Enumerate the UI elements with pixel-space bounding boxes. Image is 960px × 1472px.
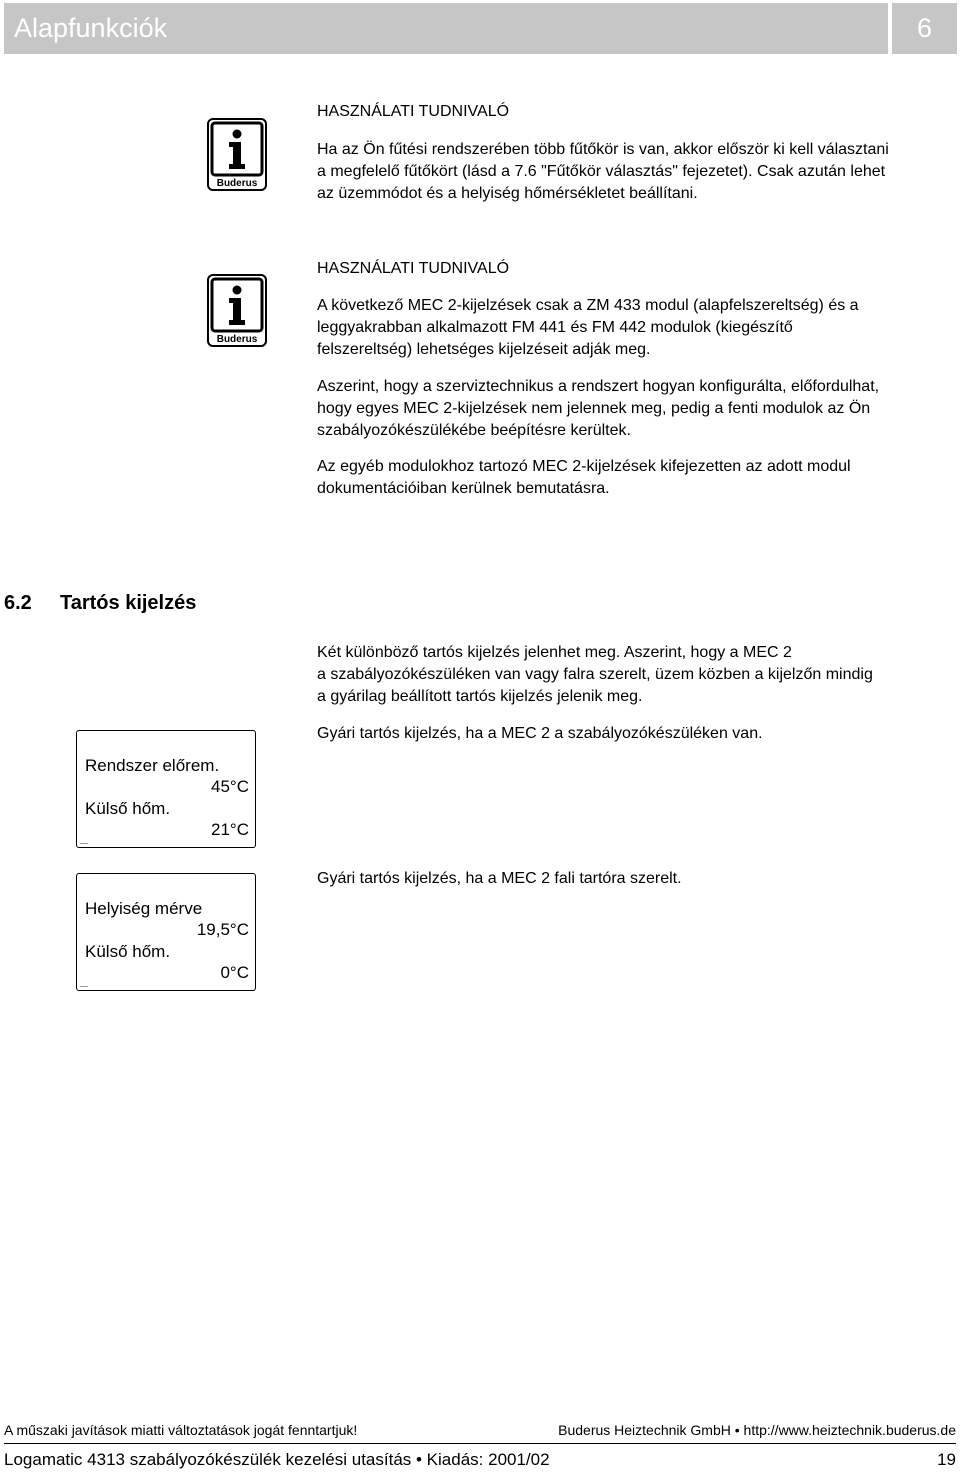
section-heading bbox=[4, 592, 196, 615]
display-value: 21°C bbox=[211, 820, 249, 839]
chapter-title: Alapfunkciók bbox=[4, 3, 888, 54]
display-value: 45°C bbox=[211, 777, 249, 796]
footer-document: Logamatic 4313 szabályozókészülék kezelési utasítás • Kiadás: 2001/02 bbox=[4, 1450, 550, 1469]
section-title: Tartós kijelzés bbox=[60, 592, 197, 614]
buderus-logo-text: Buderus bbox=[216, 178, 258, 189]
note-title: HASZNÁLATI TUDNIVALÓ bbox=[317, 260, 510, 277]
mec2-display bbox=[76, 730, 256, 848]
note-2-paragraph-1: A következő MEC 2-kijelzések csak a ZM 433 modul (alapfelszereltség) és a leggyakrabban alkalmazott FM 441 és FM 442 modulok (kiegészítő felszereltség) lehetséges kijelzéseit adják meg. bbox=[317, 297, 859, 358]
page-number: 19 bbox=[937, 1450, 956, 1469]
buderus-logo-text: Buderus bbox=[216, 334, 258, 345]
chapter-number: 6 bbox=[892, 3, 957, 54]
info-icon bbox=[207, 118, 267, 191]
display-line: Rendszer előrem. bbox=[85, 756, 220, 775]
footer-divider bbox=[4, 1443, 956, 1444]
display-value: 19,5°C bbox=[196, 920, 249, 939]
note-1-text: Ha az Ön fűtési rendszerében több fűtőkör is van, akkor először ki kell választani a megfelelő fűtőkört (lásd a 7.6 "Fűtőkör választás" fejezetet). Csak azután lehet az üzemmódot és a helyiség hőmérsékletet beállítani. bbox=[317, 141, 889, 202]
info-icon bbox=[207, 274, 267, 347]
note-2-paragraph-2: Aszerint, hogy a szerviztechnikus a rendszert hogyan konfigurálta, előfordulhat, hogy egyes MEC 2-kijelzések nem jelennek meg, pedig a fenti modulok az Ön szabályozókészülékébe beépítésre kerültek. bbox=[317, 378, 880, 439]
section-number: 6.2 bbox=[4, 592, 32, 614]
display-line: Külső hőm. bbox=[85, 799, 171, 818]
note-2-paragraph-3: Az egyéb modulokhoz tartozó MEC 2-kijelzések kifejezetten az adott modul dokumentációiban kerülnek bemutatásra. bbox=[317, 458, 851, 497]
section-intro: Két különböző tartós kijelzés jelenhet meg. Aszerint, hogy a MEC 2 a szabályozókészüléken van vagy falra szerelt, üzem közben a kijelzőn mindig a gyárilag beállított tartós kijelzés jelenik meg. bbox=[317, 644, 873, 705]
display-value: 0°C bbox=[220, 963, 249, 982]
footer-company: Buderus Heiztechnik GmbH • http://www.heiztechnik.buderus.de bbox=[558, 1422, 956, 1438]
display-line: Helyiség mérve bbox=[85, 899, 203, 918]
display-caption: Gyári tartós kijelzés, ha a MEC 2 fali tartóra szerelt. bbox=[317, 870, 682, 887]
footer-disclaimer: A műszaki javítások miatti változtatások jogát fenntartjuk! bbox=[4, 1422, 358, 1438]
display-caption: Gyári tartós kijelzés, ha a MEC 2 a szabályozókészüléken van. bbox=[317, 725, 763, 742]
note-title: HASZNÁLATI TUDNIVALÓ bbox=[317, 103, 510, 120]
display-line: Külső hőm. bbox=[85, 942, 171, 961]
mec2-display bbox=[76, 873, 256, 991]
